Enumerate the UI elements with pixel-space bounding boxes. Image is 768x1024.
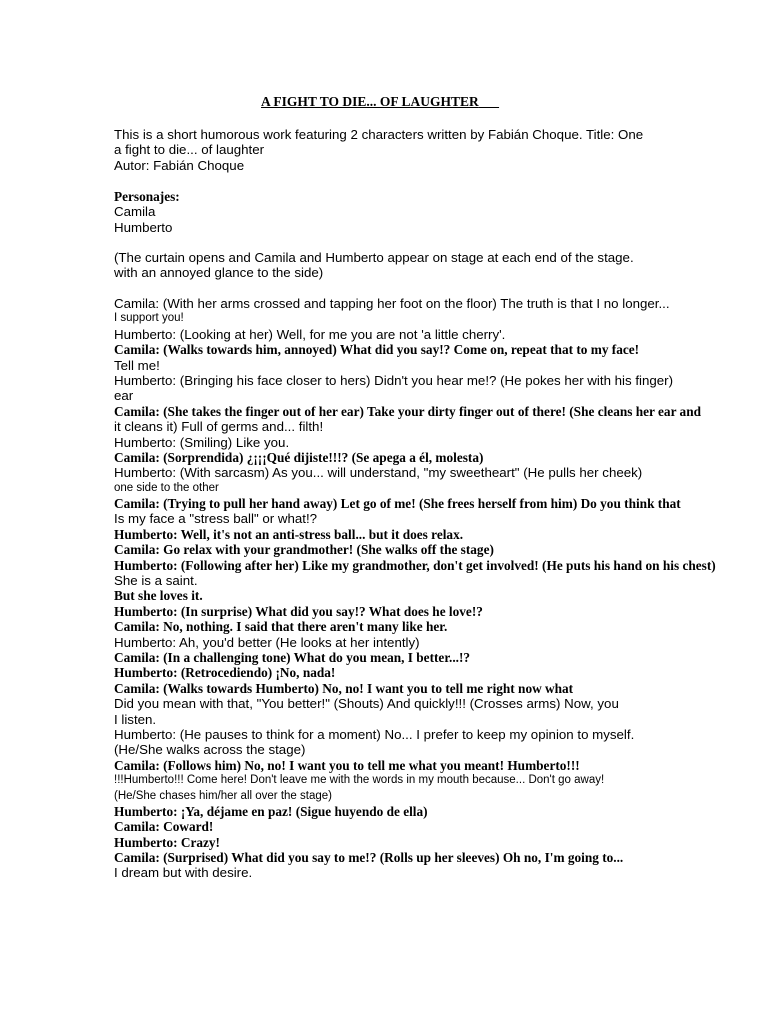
title-text: A FIGHT TO DIE... OF LAUGHTER <box>261 94 479 109</box>
dialogue-line: ear <box>114 388 134 404</box>
character-name: Humberto <box>114 219 173 235</box>
dialogue-line: one side to the other <box>114 481 219 494</box>
dialogue-line: Humberto: (In surprise) What did you say!? What does he love!? <box>114 603 483 619</box>
dialogue-line: Is my face a "stress ball" or what!? <box>114 511 318 527</box>
dialogue-line: I support you! <box>114 312 184 325</box>
dialogue-line: I dream but with desire. <box>114 865 253 881</box>
characters-section <box>114 189 754 235</box>
dialogue-line: Camila: (Walks towards him, annoyed) What did you say!? Come on, repeat that to my face! <box>114 342 640 358</box>
dialogue-line: Camila: Coward! <box>114 819 214 835</box>
intro-line: a fight to die... of laughter <box>114 142 265 158</box>
dialogue-line: Humberto: ¡Ya, déjame en paz! (Sigue huyendo de ella) <box>114 803 428 819</box>
dialogue-line: Humberto: (Bringing his face closer to hers) Didn't you hear me!? (He pokes her with his finger) <box>114 372 674 388</box>
dialogue-line: Camila: (In a challenging tone) What do you mean, I better...!? <box>114 649 471 665</box>
stage-direction <box>114 250 754 281</box>
dialogue-line: it cleans it) Full of germs and... filth! <box>114 419 324 435</box>
dialogue-script <box>114 296 754 881</box>
intro-line: Autor: Fabián Choque <box>114 157 245 173</box>
title-underline-trail <box>479 94 499 109</box>
dialogue-line: Humberto: Well, it's not an anti-stress ball... but it does relax. <box>114 526 464 542</box>
dialogue-line: Tell me! <box>114 357 160 373</box>
dialogue-line: Camila: (Walks towards Humberto) No, no! I want you to tell me right now what <box>114 680 574 696</box>
characters-heading: Personajes: <box>114 189 180 204</box>
dialogue-line: Did you mean with that, "You better!" (Shouts) And quickly!!! (Crosses arms) Now, you <box>114 696 619 712</box>
dialogue-line: Camila: Go relax with your grandmother! (She walks off the stage) <box>114 542 494 558</box>
dialogue-line: Camila: (With her arms crossed and tapping her foot on the floor) The truth is that I no longer... <box>114 296 670 311</box>
dialogue-line: !!!Humberto!!! Come here! Don't leave me with the words in my mouth because... Don't go away! <box>114 774 605 787</box>
dialogue-line: But she loves it. <box>114 588 203 604</box>
dialogue-line: Camila: No, nothing. I said that there aren't many like her. <box>114 619 448 635</box>
dialogue-line: (He/She chases him/her all over the stage) <box>114 789 332 802</box>
dialogue-line: Humberto: Ah, you'd better (He looks at her intently) <box>114 634 420 650</box>
dialogue-line: Humberto: (Smiling) Like you. <box>114 434 290 450</box>
dialogue-line: Camila: (Trying to pull her hand away) Let go of me! (She frees herself from him) Do you think that <box>114 496 681 512</box>
stage-direction-line: (The curtain opens and Camila and Humberto appear on stage at each end of the stage. <box>114 250 634 265</box>
dialogue-line: Camila: (Surprised) What did you say to me!? (Rolls up her sleeves) Oh no, I'm going to... <box>114 850 624 866</box>
character-name: Camila <box>114 204 156 220</box>
dialogue-line: Humberto: (With sarcasm) As you... will understand, "my sweetheart" (He pulls her cheek) <box>114 465 643 481</box>
dialogue-line: Humberto: Crazy! <box>114 834 220 850</box>
dialogue-line: Camila: (Sorprendida) ¿¡¡¡Qué dijiste!!!? (Se apega a él, molesta) <box>114 449 484 465</box>
intro-paragraph <box>114 127 754 173</box>
dialogue-line: I listen. <box>114 711 157 727</box>
stage-direction-line: with an annoyed glance to the side) <box>114 265 324 281</box>
dialogue-line: Camila: (Follows him) No, no! I want you to tell me what you meant! Humberto!!! <box>114 757 580 773</box>
dialogue-line: Camila: (She takes the finger out of her ear) Take your dirty finger out of there! (She cleans her ear and <box>114 403 701 419</box>
dialogue-line: Humberto: (Retrocediendo) ¡No, nada! <box>114 665 336 681</box>
document-title <box>261 94 521 110</box>
dialogue-line: (He/She walks across the stage) <box>114 742 306 758</box>
dialogue-line: She is a saint. <box>114 573 198 589</box>
dialogue-line: Humberto: (He pauses to think for a moment) No... I prefer to keep my opinion to myself. <box>114 726 635 742</box>
intro-line: This is a short humorous work featuring 2 characters written by Fabián Choque. Title: One <box>114 127 644 142</box>
dialogue-line: Humberto: (Following after her) Like my grandmother, don't get involved! (He puts his hand on his chest) <box>114 557 716 573</box>
dialogue-line: Humberto: (Looking at her) Well, for me you are not 'a little cherry'. <box>114 326 506 342</box>
